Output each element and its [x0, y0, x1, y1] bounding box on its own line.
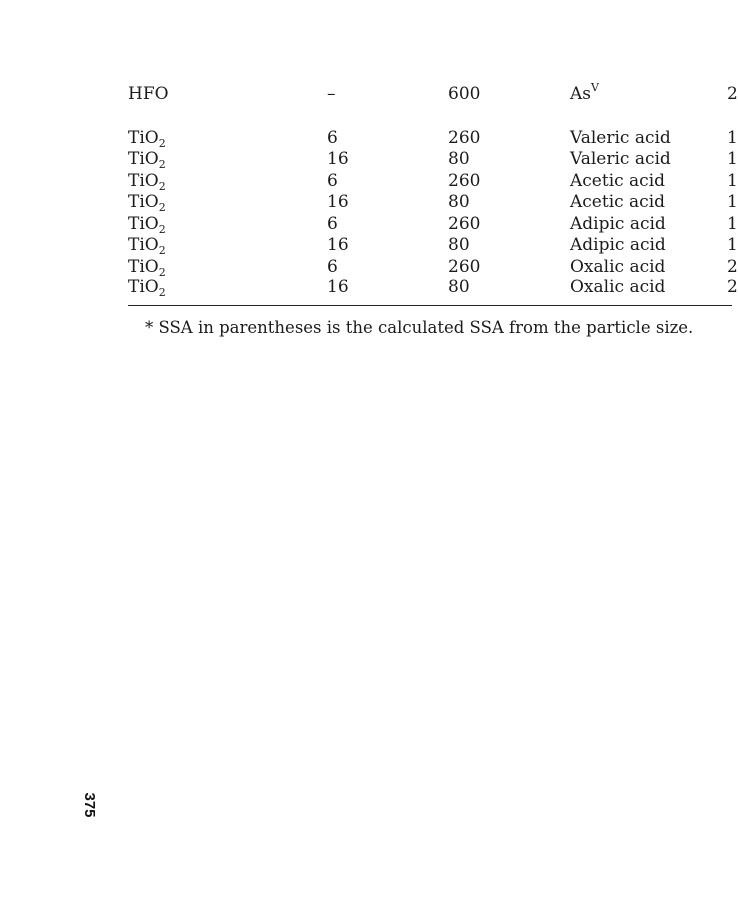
- size-cell: 6: [327, 214, 338, 234]
- size-cell: 16: [327, 149, 349, 169]
- material-subscript: 2: [158, 137, 166, 150]
- material-subscript: 2: [158, 286, 166, 299]
- size-cell: 6: [327, 128, 338, 148]
- truncated-cell: 1: [727, 192, 738, 212]
- sorbate-cell: Valeric acid: [570, 128, 671, 148]
- material-base: TiO: [128, 149, 159, 169]
- sorbate-base: As: [570, 84, 592, 104]
- material-cell: [128, 214, 166, 234]
- size-cell: –: [327, 84, 336, 104]
- material-cell: [128, 235, 166, 255]
- size-cell: 6: [327, 171, 338, 191]
- page-number: [79, 790, 99, 820]
- truncated-cell: 2: [727, 84, 738, 104]
- material-subscript: 2: [158, 158, 166, 171]
- material-subscript: 2: [158, 266, 166, 279]
- truncated-cell: 1: [727, 214, 738, 234]
- material-subscript: 2: [158, 180, 166, 193]
- size-cell: 16: [327, 192, 349, 212]
- ssa-cell: 260: [448, 214, 481, 234]
- ssa-cell: 80: [448, 235, 470, 255]
- sorbate-cell: Acetic acid: [570, 171, 666, 191]
- ssa-cell: 260: [448, 257, 481, 277]
- material-base: TiO: [128, 277, 159, 297]
- truncated-cell: 1: [727, 171, 738, 191]
- material-base: TiO: [128, 214, 159, 234]
- page-number-text: 375: [81, 792, 98, 818]
- truncated-cell: 2: [727, 277, 738, 297]
- material-cell: [128, 257, 166, 277]
- ssa-cell: 260: [448, 128, 481, 148]
- material-subscript: 2: [158, 201, 166, 214]
- material-cell: [128, 128, 166, 148]
- sorbate-cell: [570, 81, 599, 104]
- truncated-cell: 2: [727, 257, 738, 277]
- sorbate-superscript: V: [591, 81, 599, 94]
- material-cell: [128, 192, 166, 212]
- sorbate-cell: Adipic acid: [570, 235, 666, 255]
- ssa-cell: 80: [448, 192, 470, 212]
- material-cell: [128, 171, 166, 191]
- material-base: TiO: [128, 235, 159, 255]
- ssa-cell: 80: [448, 149, 470, 169]
- sorbate-cell: Acetic acid: [570, 192, 666, 212]
- table-bottom-rule: [128, 305, 732, 306]
- material-base: TiO: [128, 171, 159, 191]
- truncated-cell: 1: [727, 128, 738, 148]
- ssa-cell: 80: [448, 277, 470, 297]
- size-cell: 6: [327, 257, 338, 277]
- size-cell: 16: [327, 277, 349, 297]
- material-base: TiO: [128, 192, 159, 212]
- material-base: TiO: [128, 128, 159, 148]
- material-cell: HFO: [128, 84, 169, 104]
- material-subscript: 2: [158, 223, 166, 236]
- truncated-cell: 1: [727, 149, 738, 169]
- ssa-cell: 600: [448, 84, 481, 104]
- sorbate-cell: Adipic acid: [570, 214, 666, 234]
- sorbate-cell: Oxalic acid: [570, 257, 666, 277]
- sorbate-cell: Oxalic acid: [570, 277, 666, 297]
- ssa-cell: 260: [448, 171, 481, 191]
- material-base: TiO: [128, 257, 159, 277]
- table-footnote: * SSA in parentheses is the calculated SSA from the particle size.: [145, 318, 694, 337]
- truncated-cell: 1: [727, 235, 738, 255]
- material-cell: [128, 277, 166, 297]
- sorbate-cell: Valeric acid: [570, 149, 671, 169]
- material-cell: [128, 149, 166, 169]
- material-subscript: 2: [158, 244, 166, 257]
- size-cell: 16: [327, 235, 349, 255]
